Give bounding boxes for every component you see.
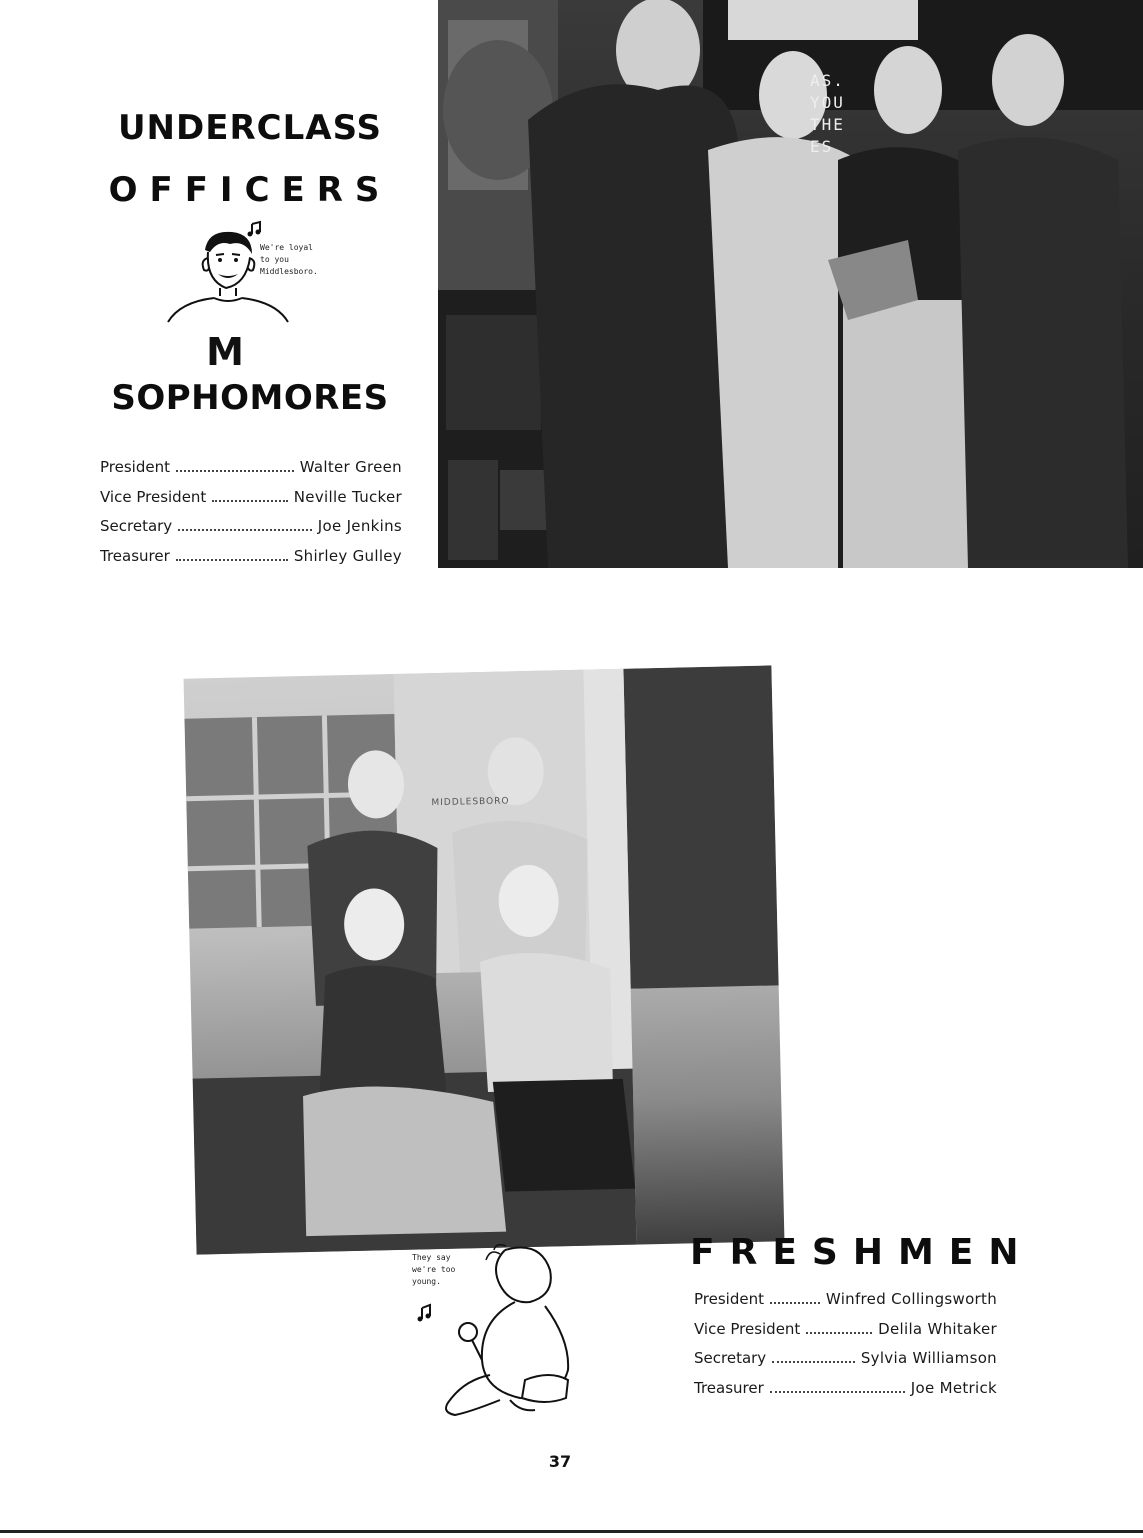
wall-sign: MIDDLESBORO xyxy=(431,796,510,809)
officer-name: Delila Whitaker xyxy=(878,1319,997,1338)
leader-dots xyxy=(176,470,294,472)
leader-dots xyxy=(770,1391,905,1393)
monogram-m: M xyxy=(206,330,244,374)
list-item xyxy=(100,547,402,577)
leader-dots xyxy=(176,559,288,561)
list-item xyxy=(100,517,402,547)
boy-speech-line-2: to you xyxy=(260,255,289,264)
bottom-rule xyxy=(0,1530,1143,1533)
heading-freshmen: FRESHMEN xyxy=(690,1232,1034,1273)
leader-dots xyxy=(770,1302,820,1304)
sophomore-officers-photo xyxy=(438,0,1143,568)
officer-name: Sylvia Williamson xyxy=(860,1349,997,1367)
boy-speech-line-3: Middlesboro. xyxy=(260,267,318,276)
list-item xyxy=(100,458,402,488)
freshmen-photo-scene xyxy=(184,665,785,1254)
sophomore-officers-list xyxy=(100,458,402,576)
leader-dots xyxy=(806,1332,872,1334)
officer-name: Joe Metrick xyxy=(910,1378,997,1397)
list-item xyxy=(100,488,402,518)
list-item xyxy=(694,1379,997,1409)
list-item xyxy=(694,1320,997,1350)
officer-name: Joe Jenkins xyxy=(317,517,402,535)
cartoon-baby-illustration xyxy=(410,1240,590,1425)
page-number: 37 xyxy=(548,1452,572,1471)
leader-dots xyxy=(212,500,287,502)
boy-speech-line-1: We're loyal xyxy=(260,243,313,252)
baby-speech-line-1: They say xyxy=(412,1253,451,1262)
cartoon-boy-illustration xyxy=(160,218,340,328)
freshmen-officers-list xyxy=(694,1290,997,1408)
sophomore-photo-scene xyxy=(438,0,1143,568)
officer-role: Treasurer xyxy=(100,546,170,565)
baby-speech-line-3: young. xyxy=(412,1277,441,1286)
officer-name: Walter Green xyxy=(299,458,402,476)
officer-name: Neville Tucker xyxy=(293,487,402,506)
baby-speech-line-2: we're too xyxy=(412,1265,456,1274)
officer-role: Vice President xyxy=(694,1319,801,1338)
board-text-line-2: YOU xyxy=(810,93,845,112)
officer-role: Secretary xyxy=(100,517,173,535)
officer-role: Vice President xyxy=(100,487,207,506)
board-text-line-4: ES xyxy=(810,137,834,156)
title-officers: OFFICERS xyxy=(108,170,392,210)
title-underclass: UNDERCLASS xyxy=(117,108,383,148)
board-text-line-3: THE xyxy=(810,115,845,134)
list-item xyxy=(694,1290,997,1320)
officer-role: Treasurer xyxy=(694,1378,764,1397)
list-item xyxy=(694,1349,997,1379)
heading-sophomores: SOPHOMORES xyxy=(111,378,389,418)
officer-name: Winfred Collingsworth xyxy=(825,1290,997,1308)
officer-role: President xyxy=(694,1290,764,1308)
officer-name: Shirley Gulley xyxy=(293,546,402,565)
officer-role: Secretary xyxy=(694,1349,767,1367)
officer-role: President xyxy=(100,458,170,476)
freshmen-officers-photo xyxy=(184,665,785,1254)
board-text-line-1: AS. xyxy=(810,71,845,90)
leader-dots xyxy=(178,529,312,531)
leader-dots xyxy=(772,1361,855,1363)
